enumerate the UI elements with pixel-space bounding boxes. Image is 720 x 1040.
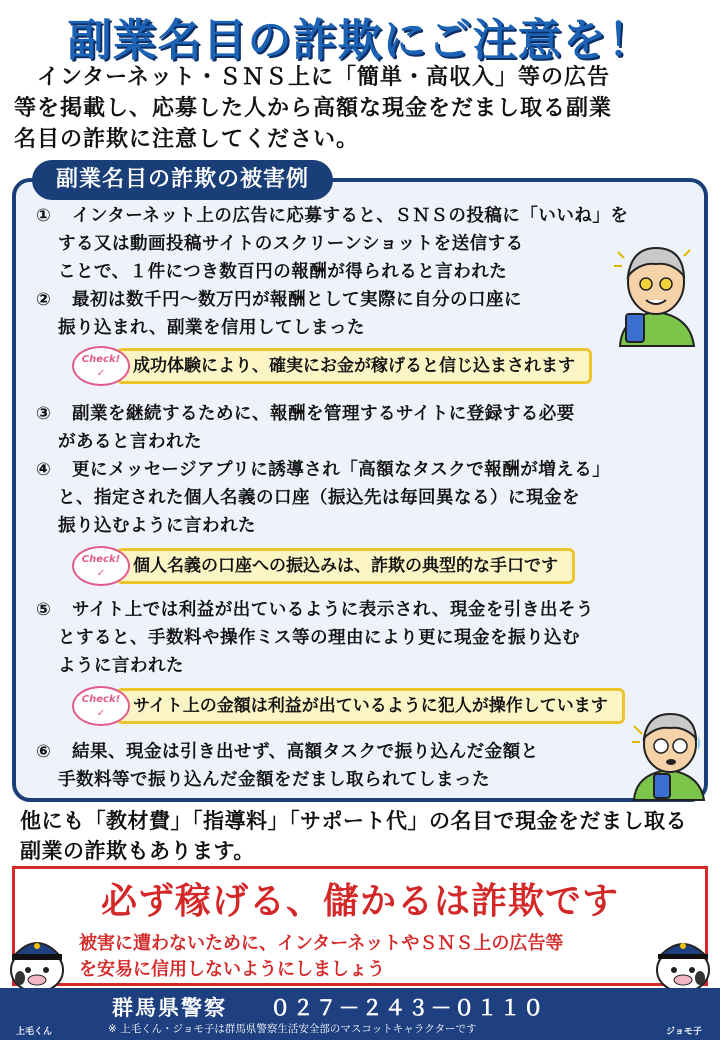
- police-name: 群馬県警察: [112, 996, 227, 1020]
- intro-line: インターネット・ＳＮＳ上に「簡単・高収入」等の広告: [14, 65, 611, 90]
- example-item-2: [36, 286, 522, 342]
- other-line: 他にも「教材費」「指導料」「サポート代」の名目で現金をだまし取る: [20, 809, 687, 833]
- item-number: ⑥: [36, 742, 52, 762]
- item-number: ②: [36, 290, 52, 310]
- page-title: 副業名目の詐欺にご注意を！: [67, 15, 653, 66]
- item-number: ①: [36, 206, 52, 226]
- item-line: 更にメッセージアプリに誘導され「高額なタスクで報酬が増える」: [72, 460, 611, 480]
- item-line: 手数料等で振り込んだ金額をだまし取られてしまった: [58, 770, 490, 790]
- mascot-note: ※ 上毛くん・ジョモ子は群馬県警察生活安全部のマスコットキャラクターです: [108, 1023, 477, 1035]
- item-line: 振り込まれ、副業を信用してしまった: [58, 318, 366, 338]
- check-badge-icon: Check! ✓: [72, 686, 130, 726]
- item-number: ④: [36, 460, 52, 480]
- item-line: 結果、現金は引き出せず、高額タスクで振り込んだ金額と: [72, 742, 539, 762]
- item-line: ことで、１件につき数百円の報酬が得られると言われた: [58, 262, 508, 282]
- other-line: 副業の詐欺もあります。: [20, 839, 255, 863]
- item-line: ように言われた: [58, 656, 184, 676]
- mascot-right-label: ジョモ子: [666, 1027, 702, 1037]
- example-item-4: [36, 456, 610, 540]
- phone-number: ０２７－２４３－０１１０: [269, 996, 546, 1020]
- mascot-left-label: 上毛くん: [16, 1027, 53, 1037]
- intro-line: 名目の詐欺に注意してください。: [14, 127, 360, 152]
- item-line: する又は動画投稿サイトのスクリーンショットを送信する: [58, 234, 524, 254]
- item-line: 最初は数千円～数万円が報酬として実際に自分の口座に: [72, 290, 522, 310]
- warning-line: を安易に信用しないようにしましょう: [79, 959, 385, 980]
- footer-bar: [0, 988, 720, 1040]
- intro-line: 等を掲載し、応募した人から高額な現金をだまし取る副業: [14, 96, 613, 121]
- warning-title: 必ず稼げる、儲かるは詐欺です: [100, 881, 619, 922]
- item-line: サイト上では利益が出ているように表示され、現金を引き出そう: [72, 600, 594, 620]
- check-badge-icon: Check! ✓: [72, 346, 130, 386]
- check-badge-label: Check!: [81, 354, 121, 365]
- check-text: 成功体験により、確実にお金が稼げると信じ込まされます: [116, 348, 592, 384]
- warning-box: [12, 866, 708, 986]
- warning-line: 被害に遭わないために、インターネットやＳＮＳ上の広告等: [79, 933, 564, 954]
- intro-text: [14, 62, 708, 155]
- check-badge-icon: Check! ✓: [72, 546, 130, 586]
- check-text: 個人名義の口座への振込みは、詐欺の典型的な手口です: [116, 548, 575, 584]
- worried-man-illustration: [628, 706, 708, 802]
- footer-contact: [112, 992, 546, 1022]
- panel-label: 副業名目の詐欺の被害例: [32, 160, 333, 200]
- example-item-5: [36, 596, 594, 680]
- item-line: 副業を継続するために、報酬を管理するサイトに登録する必要: [72, 404, 575, 424]
- item-line: があると言われた: [58, 432, 202, 452]
- check-badge-label: Check!: [81, 554, 121, 565]
- happy-man-illustration: [612, 236, 700, 352]
- example-item-6: [36, 738, 539, 794]
- item-number: ⑤: [36, 600, 52, 620]
- other-scams-text: [20, 806, 710, 866]
- item-line: と、指定された個人名義の口座（振込先は毎回異なる）に現金を: [58, 488, 580, 508]
- item-number: ③: [36, 404, 52, 424]
- item-line: インターネット上の広告に応募すると、ＳＮＳの投稿に「いいね」を: [72, 206, 629, 226]
- example-item-1: [36, 202, 628, 286]
- item-line: 振り込むように言われた: [58, 516, 256, 536]
- item-line: とすると、手数料や操作ミス等の理由により更に現金を振り込む: [58, 628, 580, 648]
- check-badge-label: Check!: [81, 694, 121, 705]
- check-text: サイト上の金額は利益が出ているように犯人が操作しています: [116, 688, 625, 724]
- example-item-3: [36, 400, 575, 456]
